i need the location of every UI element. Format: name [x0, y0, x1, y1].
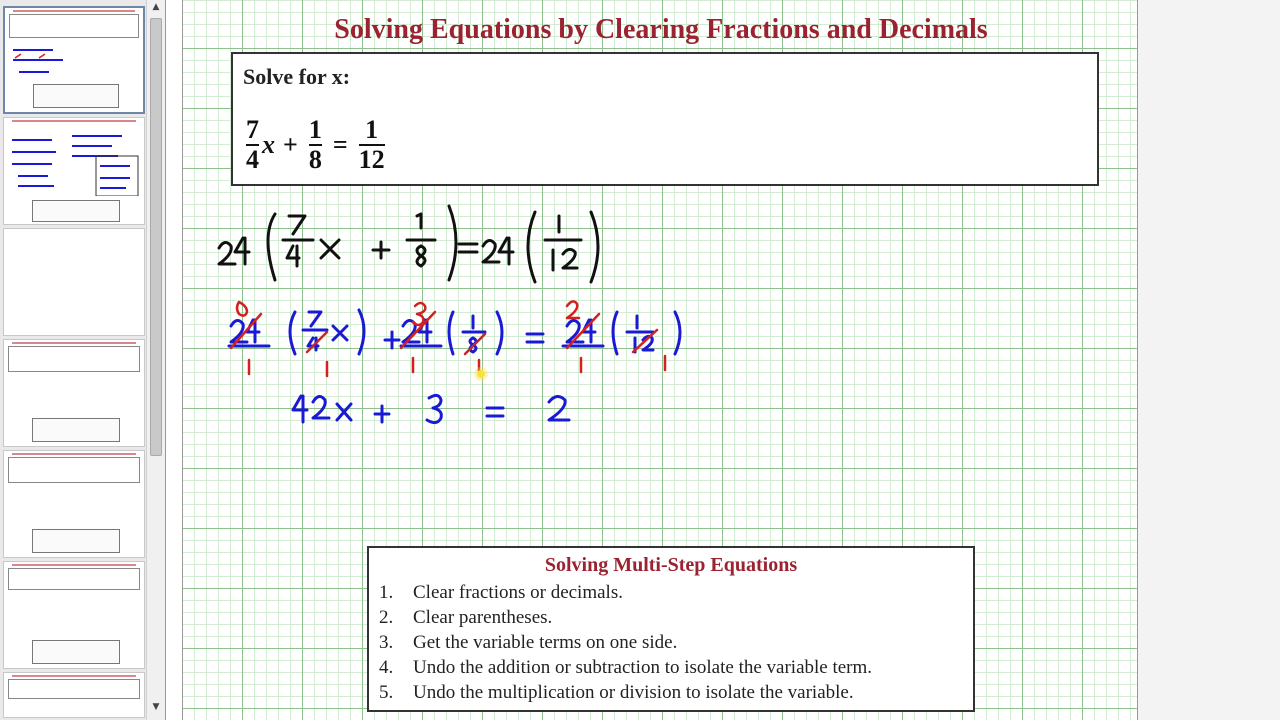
fraction-denominator: 12 — [358, 145, 385, 174]
right-blank-pane — [1138, 0, 1280, 720]
step-number: 4. — [379, 657, 394, 678]
thumbnail-steps-box — [33, 84, 119, 108]
slide-thumbnail-panel — [0, 0, 166, 720]
thumbnail-problem-box — [8, 679, 140, 699]
step-text: Clear parentheses. — [413, 607, 553, 628]
step-text: Undo the addition or subtraction to isolate the variable term. — [413, 657, 873, 678]
thumbnail-ink — [11, 42, 75, 82]
step-item — [379, 655, 872, 680]
thumbnail-title-line — [12, 675, 136, 677]
problem-prompt: Solve for x: — [243, 64, 351, 89]
thumbnail-problem-box — [9, 14, 139, 38]
thumbnail-title-line — [13, 10, 135, 12]
fraction-denominator: 4 — [246, 145, 259, 174]
step-item — [379, 605, 872, 630]
scrollbar-thumb[interactable] — [150, 18, 162, 456]
step-text: Clear fractions or decimals. — [413, 582, 623, 603]
step-number: 3. — [379, 632, 394, 653]
handwritten-line-3 — [293, 395, 569, 422]
slide-canvas[interactable] — [182, 0, 1138, 720]
slide-thumbnail-2[interactable] — [3, 117, 145, 225]
fraction-numerator: 1 — [308, 115, 322, 144]
steps-list — [379, 580, 872, 705]
step-number: 2. — [379, 607, 394, 628]
scroll-up-icon[interactable]: ▲ — [152, 2, 160, 12]
scroll-down-icon[interactable]: ▼ — [152, 702, 160, 712]
step-number: 5. — [379, 682, 394, 703]
thumbnail-title-line — [12, 120, 136, 122]
thumbnail-steps-box — [32, 640, 120, 664]
handwritten-line-2 — [229, 310, 680, 354]
step-number: 1. — [379, 582, 394, 603]
thumbnail-steps-box — [32, 200, 120, 222]
fraction-numerator: 7 — [246, 115, 259, 144]
thumbnail-problem-box — [8, 346, 140, 372]
thumbnail-title-line — [12, 564, 136, 566]
slide-thumbnail-5[interactable] — [3, 450, 145, 558]
thumbnail-title-line — [12, 453, 136, 455]
pen-cursor-icon — [477, 370, 485, 378]
thumbnail-steps-box — [32, 529, 120, 553]
slide-title: Solving Equations by Clearing Fractions and Decimals — [334, 14, 988, 45]
thumbnail-scrollbar[interactable] — [146, 0, 165, 720]
thumbnail-steps-box — [32, 418, 120, 442]
slide-thumbnail-3[interactable] — [3, 228, 145, 336]
step-text: Get the variable terms on one side. — [413, 632, 678, 653]
slide-thumbnail-7[interactable] — [3, 672, 145, 718]
slide-thumbnail-1[interactable] — [3, 6, 145, 114]
steps-title: Solving Multi-Step Equations — [544, 554, 798, 576]
step-item — [379, 630, 872, 655]
variable-x: x — [262, 130, 275, 159]
handwritten-line-1 — [219, 206, 598, 282]
plus-sign: + — [283, 130, 298, 159]
thumbnail-title-line — [12, 342, 136, 344]
thumbnail-problem-box — [8, 568, 140, 590]
slide-thumbnail-6[interactable] — [3, 561, 145, 669]
thumbnail-ink — [8, 126, 142, 196]
step-item — [379, 580, 872, 605]
step-item — [379, 680, 872, 705]
fraction-denominator: 8 — [308, 145, 322, 174]
slide-thumbnail-4[interactable] — [3, 339, 145, 447]
fraction-numerator: 1 — [365, 115, 379, 144]
equals-sign: = — [332, 130, 348, 159]
thumbnail-problem-box — [8, 457, 140, 483]
steps-box — [367, 546, 975, 712]
step-text: Undo the multiplication or division to isolate the variable. — [413, 682, 854, 703]
